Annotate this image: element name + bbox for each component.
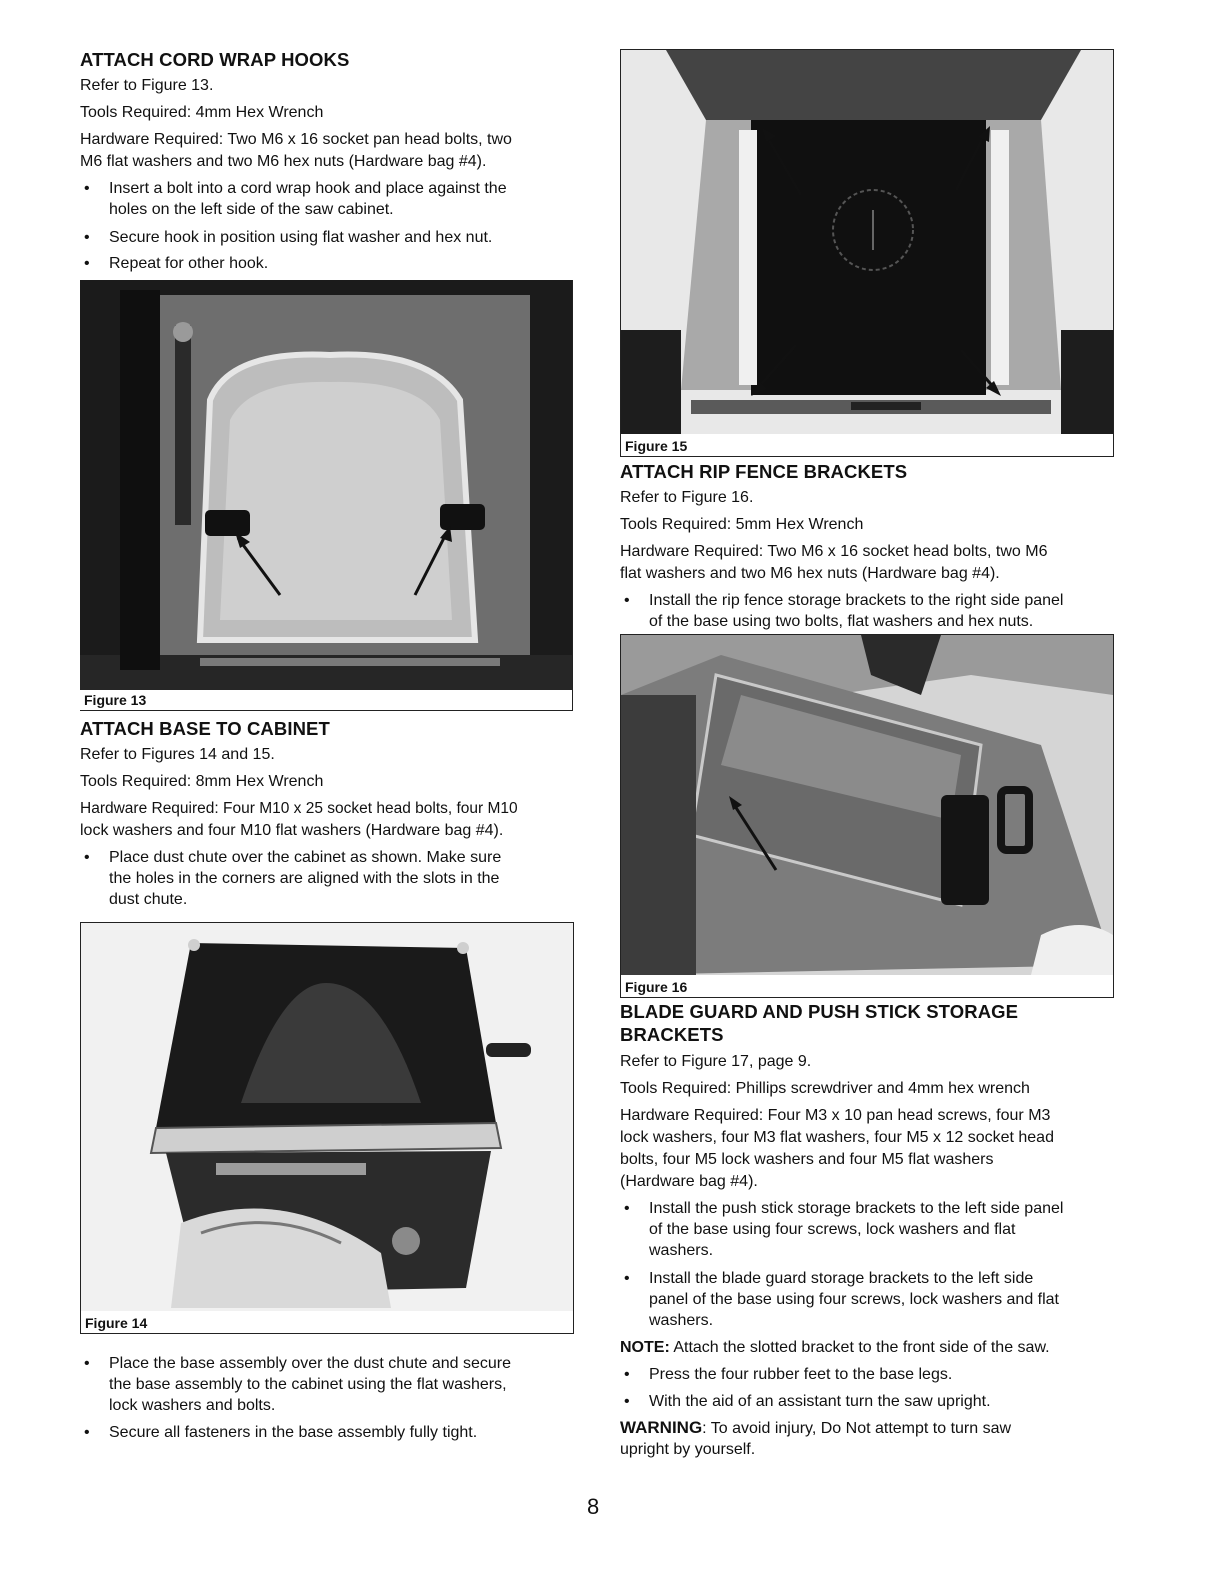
hardware-rip-fence-2: flat washers and two M6 hex nuts (Hardware bag #4). (620, 565, 1000, 582)
figure-16 (620, 634, 1114, 998)
hardware-base-2: lock washers and four M10 flat washers (Hardware bag #4). (80, 822, 504, 839)
figure-14 (80, 922, 574, 1334)
figure-14-caption: Figure 14 (85, 1315, 148, 1331)
page-number: 8 (587, 1494, 600, 1519)
list-item (620, 590, 1120, 632)
list-item (80, 227, 575, 248)
refer-fig13: Refer to Figure 13. (80, 77, 214, 94)
base-steps-3 (80, 1422, 575, 1443)
figure-15-caption: Figure 15 (625, 438, 688, 454)
warning-text-1: : To avoid injury, Do Not attempt to turn saw (702, 1420, 1012, 1437)
note-label: NOTE: (620, 1339, 670, 1356)
refer-fig14-15: Refer to Figures 14 and 15. (80, 746, 275, 763)
hardware-base-1: Hardware Required: Four M10 x 25 socket head bolts, four M10 (80, 800, 518, 817)
step-text: lock washers and bolts. (109, 1397, 276, 1414)
step-text: Repeat for other hook. (109, 255, 269, 272)
cord-wrap-steps (80, 178, 575, 220)
step-text: Secure hook in position using flat washer and hex nut. (109, 229, 493, 246)
list-item (620, 1198, 1120, 1261)
step-text: Insert a bolt into a cord wrap hook and place against the (109, 180, 507, 197)
list-item (620, 1364, 1120, 1385)
step-text: Install the push stick storage brackets to the left side panel (649, 1200, 1064, 1217)
heading-storage-brackets-2: BRACKETS (620, 1024, 724, 1045)
tools-storage: Tools Required: Phillips screwdriver and 4mm hex wrench (620, 1080, 1030, 1097)
step-text: the holes in the corners are aligned with the slots in the (109, 870, 500, 887)
rip-fence-steps (620, 590, 1120, 632)
step-text: Press the four rubber feet to the base legs. (649, 1366, 953, 1383)
figure-13-photo (80, 280, 572, 690)
figure-14-photo (81, 923, 573, 1311)
list-item (620, 1391, 1120, 1412)
list-item (80, 1422, 575, 1443)
storage-steps-2 (620, 1268, 1120, 1331)
warning-label: WARNING (620, 1418, 703, 1437)
figure-13 (80, 280, 573, 711)
heading-cord-wrap-hooks: ATTACH CORD WRAP HOOKS (80, 49, 350, 70)
tools-cord-wrap: Tools Required: 4mm Hex Wrench (80, 104, 324, 121)
refer-fig16: Refer to Figure 16. (620, 489, 754, 506)
step-text: Place the base assembly over the dust chute and secure (109, 1355, 512, 1372)
cord-wrap-steps-3 (80, 253, 575, 274)
note-text: Attach the slotted bracket to the front side of the saw. (669, 1339, 1050, 1356)
note-line (620, 1337, 1050, 1358)
hardware-cord-wrap-2: M6 flat washers and two M6 hex nuts (Hardware bag #4). (80, 153, 487, 170)
step-text: washers. (649, 1312, 714, 1329)
list-item (80, 253, 575, 274)
heading-base-to-cabinet: ATTACH BASE TO CABINET (80, 718, 330, 739)
tools-rip-fence: Tools Required: 5mm Hex Wrench (620, 516, 864, 533)
list-item (80, 178, 575, 220)
hardware-storage-4: (Hardware bag #4). (620, 1173, 758, 1190)
figure-15 (620, 49, 1114, 457)
step-text: Install the blade guard storage brackets to the left side (649, 1270, 1034, 1287)
cord-wrap-steps-2 (80, 227, 575, 248)
hardware-storage-1: Hardware Required: Four M3 x 10 pan head screws, four M3 (620, 1107, 1051, 1124)
figure-16-caption: Figure 16 (625, 979, 688, 995)
figure-16-photo (621, 635, 1113, 975)
step-text: Secure all fasteners in the base assembly fully tight. (109, 1424, 478, 1441)
step-text: of the base using two bolts, flat washers and hex nuts. (649, 613, 1034, 630)
step-text: panel of the base using four screws, lock washers and flat (649, 1291, 1059, 1308)
base-steps-1 (80, 847, 575, 910)
hardware-storage-3: bolts, four M5 lock washers and four M5 flat washers (620, 1151, 994, 1168)
heading-rip-fence-brackets: ATTACH RIP FENCE BRACKETS (620, 461, 908, 482)
step-text: the base assembly to the cabinet using the flat washers, (109, 1376, 507, 1393)
warning-line-2: upright by yourself. (620, 1441, 756, 1458)
storage-steps-3 (620, 1364, 1120, 1385)
step-text: dust chute. (109, 891, 188, 908)
tools-base: Tools Required: 8mm Hex Wrench (80, 773, 324, 790)
heading-storage-brackets-1: BLADE GUARD AND PUSH STICK STORAGE (620, 1001, 1019, 1022)
base-steps-2 (80, 1353, 575, 1416)
step-text: Install the rip fence storage brackets to the right side panel (649, 592, 1064, 609)
step-text: holes on the left side of the saw cabinet. (109, 201, 394, 218)
step-text: of the base using four screws, lock washers and flat (649, 1221, 1016, 1238)
step-text: Place dust chute over the cabinet as shown. Make sure (109, 849, 502, 866)
storage-steps-1 (620, 1198, 1120, 1261)
figure-15-photo (621, 50, 1113, 434)
step-text: washers. (649, 1242, 714, 1259)
list-item (620, 1268, 1120, 1331)
storage-steps-4 (620, 1391, 1120, 1412)
refer-fig17: Refer to Figure 17, page 9. (620, 1053, 812, 1070)
warning-line-1 (620, 1417, 1011, 1439)
step-text: With the aid of an assistant turn the saw upright. (649, 1393, 991, 1410)
hardware-storage-2: lock washers, four M3 flat washers, four M5 x 12 socket head (620, 1129, 1054, 1146)
figure-13-caption: Figure 13 (84, 692, 147, 708)
hardware-cord-wrap-1: Hardware Required: Two M6 x 16 socket pan head bolts, two (80, 131, 512, 148)
list-item (80, 847, 575, 910)
hardware-rip-fence-1: Hardware Required: Two M6 x 16 socket head bolts, two M6 (620, 543, 1048, 560)
list-item (80, 1353, 575, 1416)
